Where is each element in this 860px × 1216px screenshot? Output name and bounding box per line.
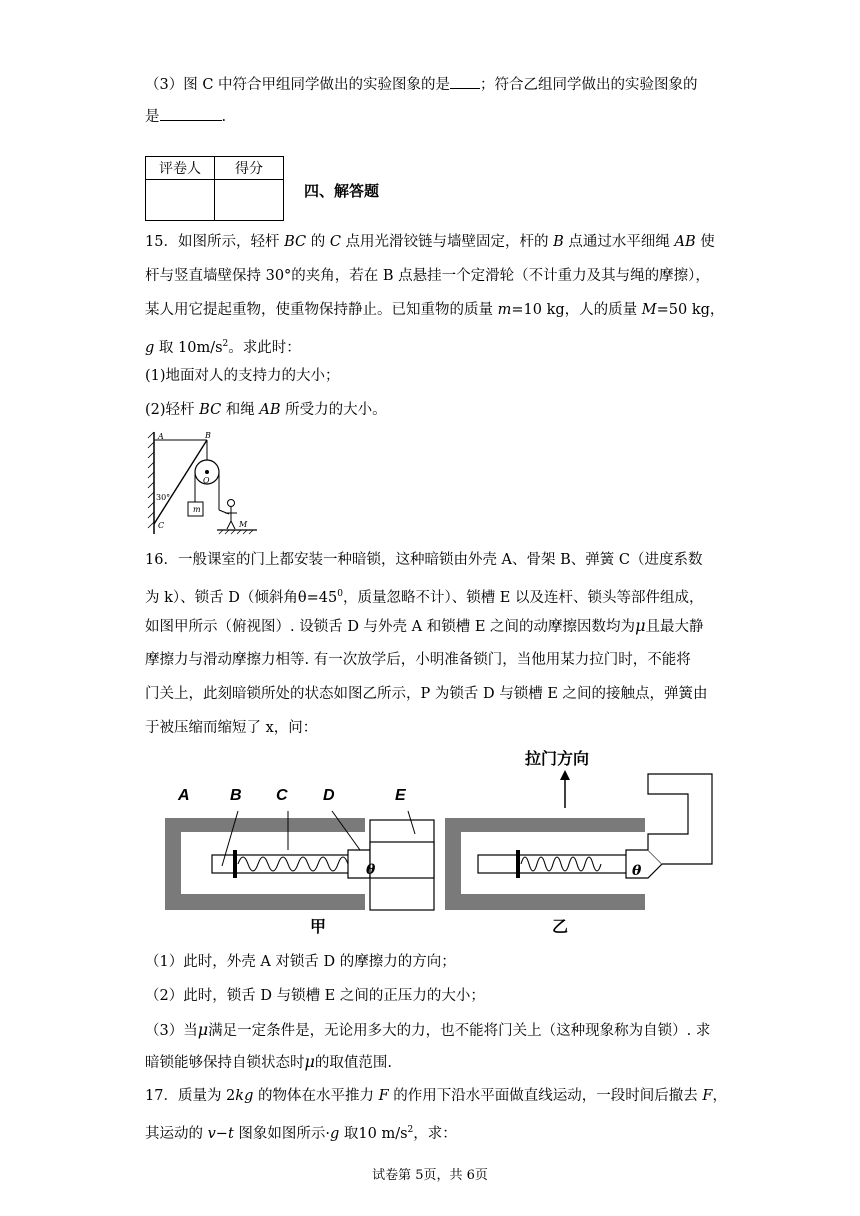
mu-symbol: μ [635, 616, 646, 635]
reviewer-cell[interactable] [146, 180, 215, 221]
score-table [145, 156, 284, 221]
label-B: B [205, 431, 211, 440]
label-m: m [193, 505, 201, 514]
q15-line3: 某人用它提起重物，使重物保持静止。已知重物的质量 m=10 kg，人的质量 M=50 kg， [145, 302, 725, 318]
label-A: A [178, 787, 190, 804]
wall [148, 432, 154, 534]
q15-pulley-figure [145, 430, 265, 540]
q16-line2: 为 k）、锁舌 D（倾斜角$\theta=45^0$，质量忽略不计）、锁槽 E 以及连杆、锁头等部件组成， [145, 589, 704, 606]
slot-E-right [648, 774, 712, 864]
person-figure [225, 500, 237, 530]
theta-left: θ [366, 862, 376, 878]
q17-line1: 17．质量为 2kg 的物体在水平推力 F 的作用下沿水平面做直线运动，一段时间后撤去 F， [145, 1088, 727, 1104]
q16-part1: （1）此时，外壳 A 对锁舌 D 的摩擦力的方向； [145, 954, 456, 970]
pull-direction-label: 拉门方向 [525, 749, 590, 768]
q16-line5: 门关上，此刻暗锁所处的状态如图乙所示，P 为锁舌 D 与锁槽 E 之间的接触点，弹簧由 [145, 686, 708, 702]
q15-part1: (1)地面对人的支持力的大小； [145, 368, 340, 384]
label-O: O [203, 476, 210, 485]
label-C: C [276, 787, 288, 804]
q16-part3: （3）当μ满足一定条件是，无论用多大的力，也不能将门关上（这种现象称为自锁）. 求 [145, 1020, 711, 1039]
label-A: A [158, 432, 164, 441]
mu-symbol: μ [304, 1052, 315, 1071]
q16-line6: 于被压缩而缩短了 x，问： [145, 720, 318, 736]
answer-blank-2[interactable] [160, 106, 222, 121]
frame-B-right [478, 855, 630, 873]
theta-right: θ [632, 863, 642, 879]
score-table-header-reviewer: 评卷人 [146, 157, 215, 180]
label-M: M [239, 520, 248, 529]
q15-part2: (2)轻杆 BC 和绳 AB 所受力的大小。 [145, 402, 387, 418]
score-cell[interactable] [215, 180, 284, 221]
q16-line3: 如图甲所示（俯视图）. 设锁舌 D 与外壳 A 和锁槽 E 之间的动摩擦因数均为μ且最大静 [145, 616, 704, 635]
q14-part3-line1: （3）图 C 中符合甲组同学做出的实验图象的是 ；符合乙组同学做出的实验图象的 [145, 74, 698, 95]
q15-line4: g 取 $10m/s^2$。求此时： [145, 339, 301, 356]
caption-right: 乙 [552, 917, 569, 936]
q16-part2: （2）此时，锁舌 D 与锁槽 E 之间的正压力的大小； [145, 988, 485, 1004]
page-footer: 试卷第 5页，共 6页 [372, 1168, 488, 1183]
label-C: C [158, 521, 165, 530]
label-D: D [323, 787, 335, 804]
label-angle: 30° [156, 493, 171, 502]
label-B: B [230, 787, 242, 804]
q14-part3-line2: 是 . [145, 106, 226, 127]
q17-line2: 其运动的 v−t 图象如图所示·g 取10 $m/s^2$，求： [145, 1125, 457, 1142]
mu-symbol: μ [197, 1020, 209, 1039]
answer-blank-1[interactable] [450, 74, 480, 89]
q16-line1: 16．一般课室的门上都安装一种暗锁，这种暗锁由外壳 A、骨架 B、弹簧 C（进度系数 [145, 552, 703, 568]
q16-line4: 摩擦力与滑动摩擦力相等. 有一次放学后，小明准备锁门，当他用某力拉门时，不能将 [145, 652, 691, 668]
q15-line1: 15．如图所示，轻杆 BC 的 C 点用光滑铰链与墙壁固定，杆的 B 点通过水平细绳 AB 使 [145, 234, 715, 250]
caption-left: 甲 [310, 917, 327, 936]
q16-lock-figure [160, 744, 725, 944]
q15-line2: 杆与竖直墙壁保持 30°的夹角，若在 B 点悬挂一个定滑轮（不计重力及其与绳的摩擦）， [145, 268, 710, 284]
score-table-header-score: 得分 [215, 157, 284, 180]
section-heading: 四、解答题 [304, 182, 380, 200]
label-E: E [395, 787, 406, 804]
q16-part3-line2: 暗锁能够保持自锁状态时μ的取值范围. [145, 1052, 393, 1071]
